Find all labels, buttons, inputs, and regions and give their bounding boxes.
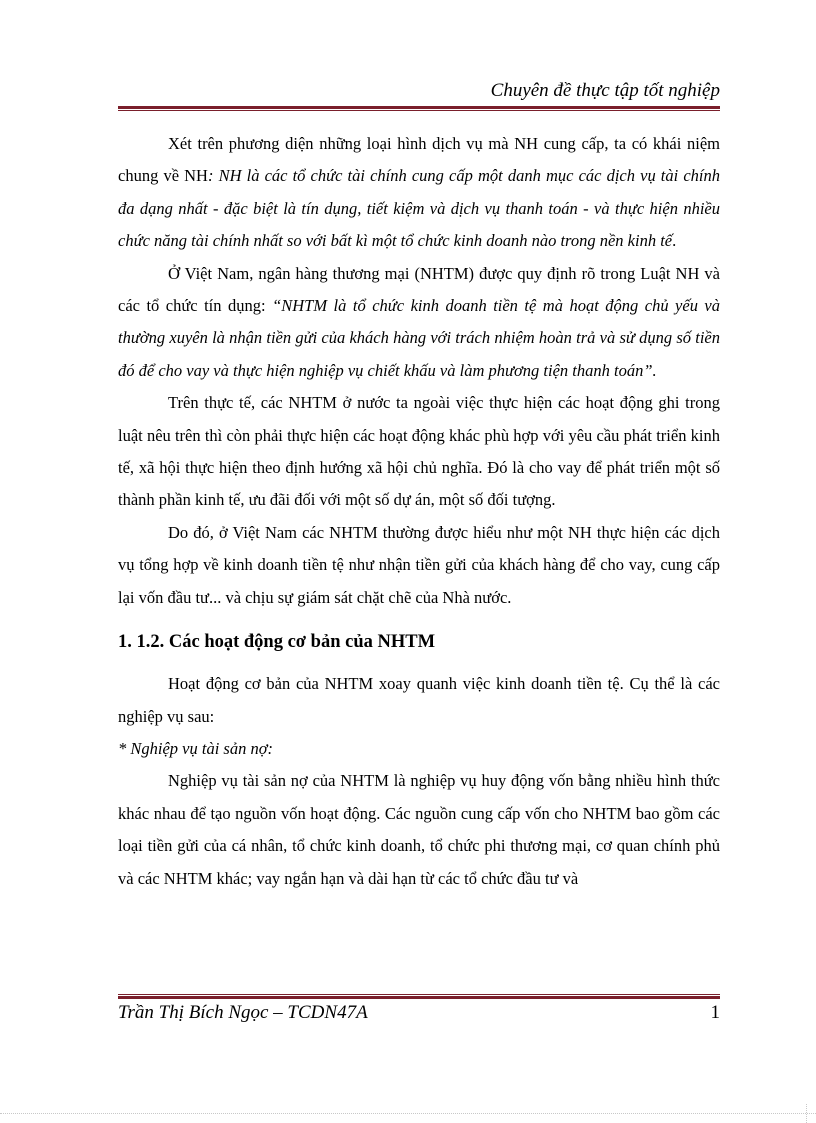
paragraph-2-quote: “NHTM là tổ chức kinh doanh tiền tệ mà hoạt động chủ yếu và thường xuyên là nhận tiền gửi của khách hàng với trách nhiệm hoàn trả và sử dụng số tiền đó để cho vay và thực hiện nghiệp vụ chiết khấu và làm phương tiện thanh toán”. xyxy=(118,296,720,380)
paragraph-1-definition: : NH là các tổ chức tài chính cung cấp một danh mục các dịch vụ tài chính đa dạng nhất - đặc biệt là tín dụng, tiết kiệm và dịch vụ thanh toán - và thực hiện nhiều chức năng tài chính nhất so với bất kì một tổ chức kinh doanh nào trong nền kinh tế xyxy=(118,166,720,251)
paragraph-1-end: . xyxy=(672,231,677,251)
page-edge-line xyxy=(0,1113,816,1114)
paragraph-6: Nghiệp vụ tài sản nợ của NHTM là nghiệp vụ huy động vốn bằng nhiều hình thức khác nhau để tạo nguồn vốn hoạt động. Các nguồn cung cấp vốn cho NHTM bao gồm các loại tiền gửi của cá nhân, tổ chức kinh doanh, tổ chức phi thương mại, cơ quan chính phủ và các NHTM khác; vay ngắn hạn và dài hạn từ các tổ chức đầu tư và xyxy=(118,771,720,888)
paragraph-1-lead: Xét trên phương diện những loại hình dịch vụ mà NH cung cấp, ta có khái niệm chung về NH xyxy=(118,134,720,186)
footer-rule-thick xyxy=(118,996,720,999)
paragraph-1 xyxy=(118,128,720,258)
header-title: Chuyên đề thực tập tốt nghiệp xyxy=(490,80,720,101)
subheading-text: * Nghiệp vụ tài sản nợ: xyxy=(118,738,274,758)
footer-rule xyxy=(118,994,720,999)
page-content xyxy=(118,128,720,895)
paragraph-2-lead: Ở Việt Nam, ngân hàng thương mại (NHTM) được quy định rõ trong Luật NH và các tổ chức tín dụng: xyxy=(118,263,720,316)
paragraph-3: Trên thực tế, các NHTM ở nước ta ngoài việc thực hiện các hoạt động ghi trong luật nêu trên thì còn phải thực hiện các hoạt động khác phù hợp với yêu cầu phát triển kinh tế, xã hội thực hiện theo định hướng xã hội chủ nghĩa. Đó là cho vay để phát triển một số thành phần kinh tế, ưu đãi đối với một số dự án, một số đối tượng. xyxy=(118,393,720,510)
header-rule-thin xyxy=(118,110,720,111)
paragraph-4: Do đó, ở Việt Nam các NHTM thường được hiểu như một NH thực hiện các dịch vụ tổng hợp về kinh doanh tiền tệ như nhận tiền gửi của khách hàng để cho vay, cung cấp lại vốn đầu tư... và chịu sự giám sát chặt chẽ của Nhà nước. xyxy=(118,522,720,607)
header-rule-thick xyxy=(118,106,720,109)
page-edge-corner xyxy=(806,1104,807,1123)
paragraph-2 xyxy=(118,258,720,388)
subheading xyxy=(118,733,720,765)
header-rule xyxy=(118,106,720,111)
footer-rule-thin xyxy=(118,994,720,995)
page-number: 1 xyxy=(710,1002,720,1023)
paragraph-5: Hoạt động cơ bản của NHTM xoay quanh việc kinh doanh tiền tệ. Cụ thể là các nghiệp vụ sau: xyxy=(118,674,720,726)
footer-author: Trần Thị Bích Ngọc – TCDN47A xyxy=(118,1002,368,1023)
section-heading: 1. 1.2. Các hoạt động cơ bản của NHTM xyxy=(118,632,436,653)
